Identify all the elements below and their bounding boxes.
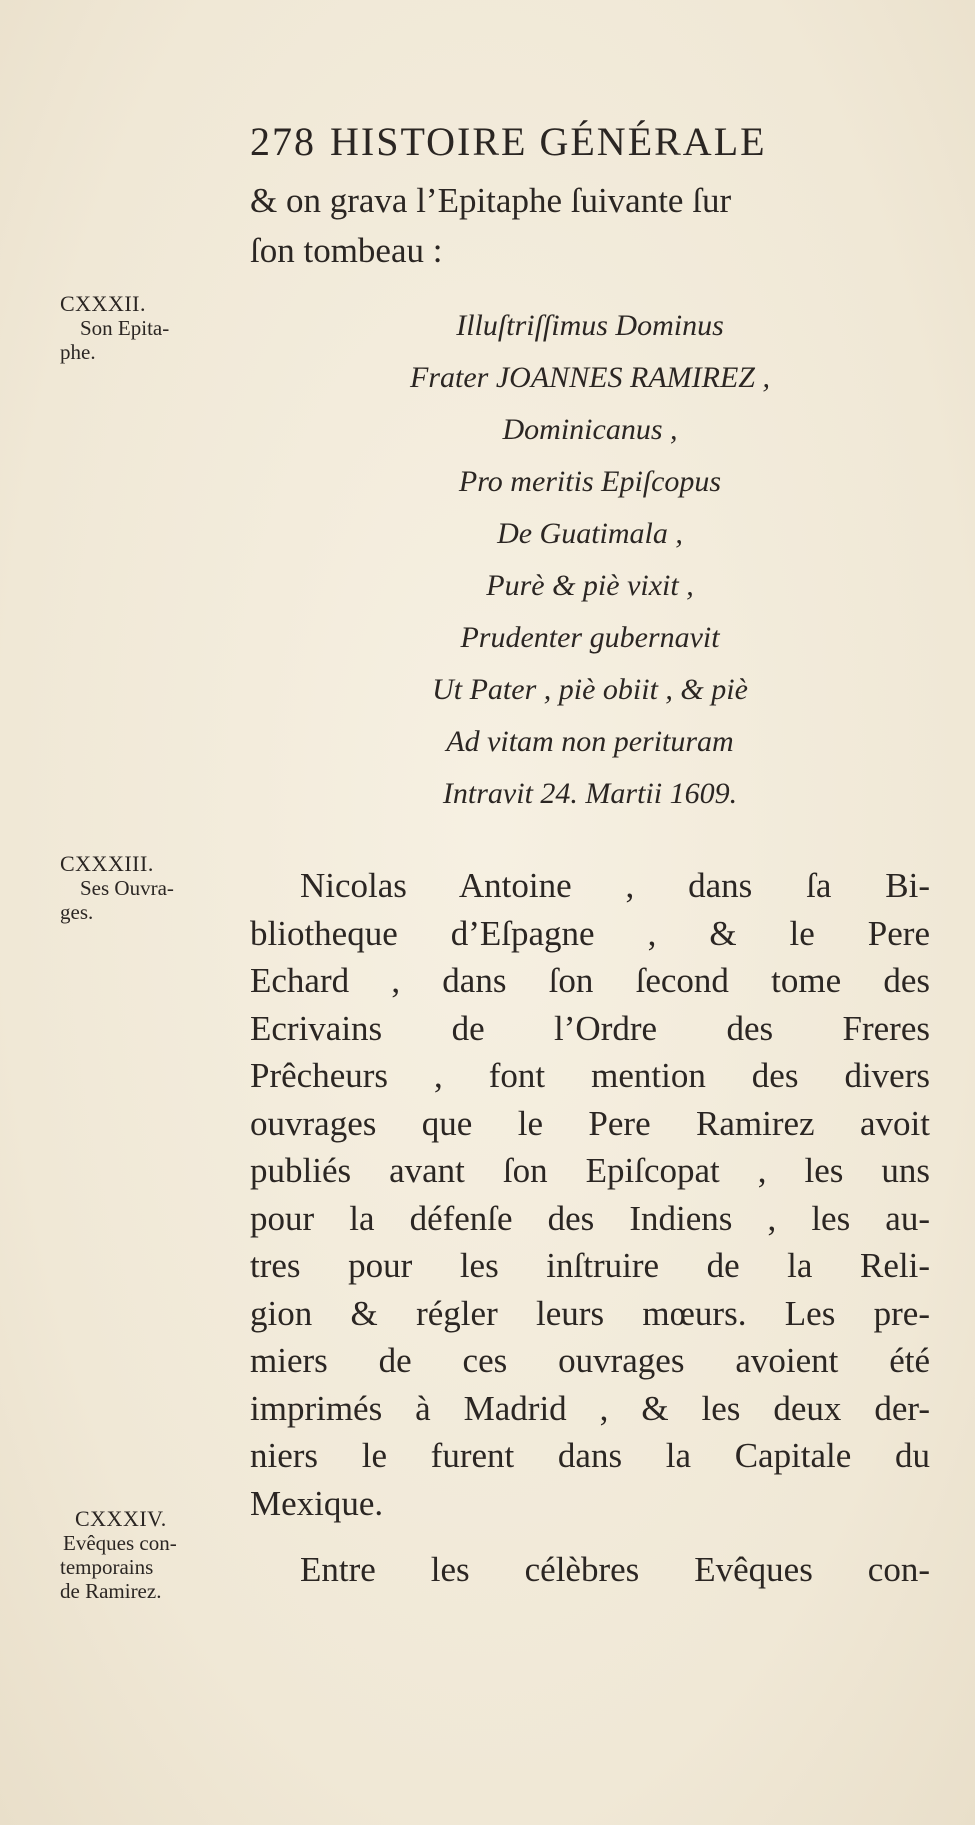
epitaph-line: Ut Pater , piè obiit , & piè (432, 673, 748, 706)
epitaph-line: Purè & piè vixit , (486, 569, 694, 602)
epitaph-line: Pro meritis Epiſcopus (458, 465, 722, 498)
margin-note-line: Ses Ouvra- (80, 876, 174, 900)
text-line: Prêcheurs , font mention des divers (250, 1056, 930, 1095)
margin-note-line: temporains (60, 1555, 154, 1579)
epitaph (250, 300, 930, 820)
epitaph-line: Ad vitam non perituram (446, 725, 734, 758)
running-header (250, 118, 767, 165)
text-line: Ecrivains de l’Ordre des Freres (250, 1008, 930, 1048)
margin-note-cxxxiii (60, 852, 245, 924)
margin-note-cxxxii (60, 292, 245, 364)
text-line: Mexique. (250, 1483, 384, 1523)
text-line: publiés avant ſon Epiſcopat , les uns (250, 1151, 930, 1190)
epitaph-line: Dominicanus , (502, 413, 678, 446)
page-number: 278 (250, 119, 316, 164)
epitaph-line: Frater JOANNES RAMIREZ , (410, 361, 770, 394)
text-line: ouvrages que le Pere Ramirez avoit (250, 1103, 930, 1143)
margin-note-line: Evêques con- (63, 1531, 177, 1555)
text-line: miers de ces ouvrages avoient été (250, 1341, 930, 1380)
margin-note-number: CXXXIV. (75, 1506, 167, 1531)
margin-note-cxxxiv (60, 1507, 245, 1603)
margin-note-line: phe. (60, 340, 96, 364)
text-line: & on grava l’Epitaphe ſuivante ſur (250, 181, 732, 220)
text-line: imprimés à Madrid , & les deux der- (250, 1388, 930, 1428)
margin-note-line: Son Epita- (80, 316, 170, 340)
epitaph-line: De Guatimala , (497, 517, 683, 550)
text-line: Entre les célèbres Evêques con- (300, 1550, 930, 1589)
text-line: Nicolas Antoine , dans ſa Bi- (300, 866, 930, 905)
text-line: niers le furent dans la Capitale du (250, 1436, 930, 1475)
text-line: Echard , dans ſon ſecond tome des (250, 961, 930, 1000)
epitaph-line: Illuſtriſſimus Dominus (456, 309, 724, 342)
running-title: HISTOIRE GÉNÉRALE (330, 119, 767, 164)
text-line: tres pour les inſtruire de la Reli- (250, 1246, 930, 1285)
paragraph-ouvrages (250, 862, 930, 1527)
margin-note-number: CXXXII. (60, 291, 146, 316)
margin-note-number: CXXXIII. (60, 851, 154, 876)
text-line: bliotheque d’Eſpagne , & le Pere (250, 913, 930, 953)
intro-text (250, 176, 930, 276)
text-line: gion & régler leurs mœurs. Les pre- (250, 1293, 930, 1333)
text-line: ſon tombeau : (250, 231, 443, 270)
margin-note-line: de Ramirez. (60, 1579, 162, 1603)
epitaph-line: Intravit 24. Martii 1609. (442, 777, 738, 810)
epitaph-line: Prudenter gubernavit (460, 621, 720, 654)
text-line: pour la défenſe des Indiens , les au- (250, 1198, 930, 1238)
margin-note-line: ges. (60, 900, 94, 924)
